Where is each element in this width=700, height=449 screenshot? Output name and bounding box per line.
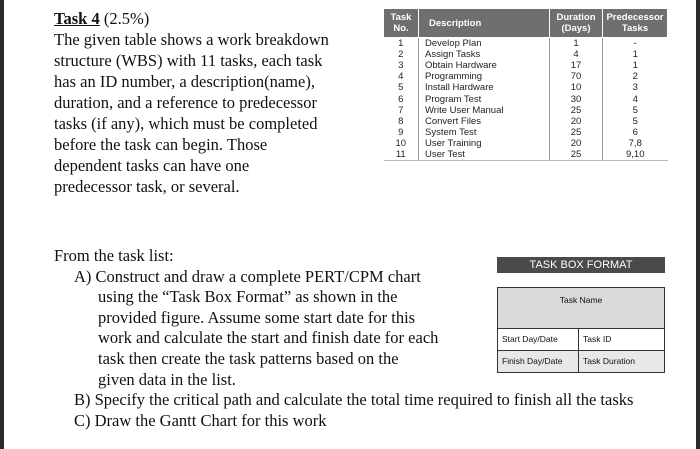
cell-duration: 17 xyxy=(550,60,603,71)
cell-task-no: 11 xyxy=(384,149,419,161)
cell-predecessor: 3 xyxy=(632,82,638,94)
table-row xyxy=(384,116,668,127)
cell-duration: 10 xyxy=(550,82,603,93)
table-row xyxy=(384,82,668,93)
cell-task-no: 7 xyxy=(384,105,419,116)
cell-task-no: 8 xyxy=(384,116,419,127)
cell-task-no: 6 xyxy=(384,93,419,104)
table-row xyxy=(384,60,668,71)
item-b: B) Specify the critical path and calculate the total time required to finish all the tasks xyxy=(74,390,634,410)
cell-description: User Training xyxy=(419,138,550,149)
cell-task-no: 9 xyxy=(384,127,419,138)
cell-task-no: 2 xyxy=(384,49,419,60)
cell-description: Convert Files xyxy=(419,116,550,127)
task-box-format-title: TASK BOX FORMAT xyxy=(497,257,665,273)
cell-predecessor: 4 xyxy=(632,93,638,105)
table-row xyxy=(384,149,668,161)
table-row xyxy=(384,127,668,138)
cell-task-no: 1 xyxy=(384,38,419,50)
intro-line: duration, and a reference to predecessor xyxy=(54,93,317,112)
cell-description: Assign Tasks xyxy=(419,49,550,60)
left-border xyxy=(0,0,4,449)
task-label: Task 4 xyxy=(54,9,100,28)
cell-description: Program Test xyxy=(419,93,550,104)
table-row xyxy=(384,105,668,116)
header-task-no: Task No. xyxy=(384,9,419,38)
item-c: C) Draw the Gantt Chart for this work xyxy=(74,410,327,430)
cell-task-no: 4 xyxy=(384,71,419,82)
cell-description: System Test xyxy=(419,127,550,138)
cell-predecessor: 5 xyxy=(632,104,638,116)
cell-task-no: 5 xyxy=(384,82,419,93)
cell-duration: 25 xyxy=(550,105,603,116)
intro-paragraph xyxy=(54,8,364,197)
item-a-line: given data in the list. xyxy=(98,369,236,389)
task-box-task-duration: Task Duration xyxy=(579,351,664,372)
cell-duration: 1 xyxy=(550,38,603,50)
header-predecessor: Predecessor Tasks xyxy=(603,9,668,38)
cell-predecessor: 6 xyxy=(632,126,638,138)
task-box-diagram xyxy=(497,287,665,373)
table-row xyxy=(384,71,668,82)
cell-description: User Test xyxy=(419,149,550,161)
table-row xyxy=(384,138,668,149)
intro-line: before the task can begin. Those xyxy=(54,135,268,154)
table-row xyxy=(384,93,668,104)
cell-duration: 25 xyxy=(550,127,603,138)
table-row xyxy=(384,38,668,50)
task-box-row-start xyxy=(498,328,664,350)
task-box-start-day: Start Day/Date xyxy=(498,329,579,350)
cell-description: Install Hardware xyxy=(419,82,550,93)
intro-line: tasks (if any), which must be completed xyxy=(54,114,318,133)
cell-predecessor: 5 xyxy=(632,115,638,127)
cell-duration: 30 xyxy=(550,93,603,104)
task-box-row-finish xyxy=(498,350,664,372)
cell-task-no: 10 xyxy=(384,138,419,149)
task-box-task-id: Task ID xyxy=(579,329,664,350)
task-box-name: Task Name xyxy=(559,295,603,305)
right-border xyxy=(696,0,700,449)
cell-description: Obtain Hardware xyxy=(419,60,550,71)
cell-predecessor: 7,8 xyxy=(628,137,642,149)
item-a-line: provided figure. Assume some start date for this xyxy=(98,307,416,327)
cell-duration: 25 xyxy=(550,149,603,161)
wbs-table xyxy=(383,8,668,161)
table-header-row xyxy=(384,9,668,38)
cell-predecessor: - xyxy=(633,38,637,50)
cell-predecessor: 1 xyxy=(632,60,638,72)
cell-predecessor: 9,10 xyxy=(603,149,668,161)
cell-description: Develop Plan xyxy=(419,38,550,50)
cell-duration: 70 xyxy=(550,71,603,82)
cell-duration: 4 xyxy=(550,49,603,60)
cell-task-no: 3 xyxy=(384,60,419,71)
item-a-line: using the “Task Box Format” as shown in the xyxy=(98,287,398,307)
cell-description: Write User Manual xyxy=(419,105,550,116)
intro-line: dependent tasks can have one xyxy=(54,156,250,175)
header-duration: Duration (Days) xyxy=(550,9,603,38)
cell-predecessor: 1 xyxy=(632,49,638,61)
intro-line: The given table shows a work breakdown xyxy=(54,30,329,49)
item-a-line: work and calculate the start and finish date for each xyxy=(98,328,439,348)
intro-line: structure (WBS) with 11 tasks, each task xyxy=(54,51,323,70)
cell-duration: 20 xyxy=(550,138,603,149)
cell-description: Programming xyxy=(419,71,550,82)
item-a-first-line: A) Construct and draw a complete PERT/CPM chart xyxy=(74,266,421,286)
intro-line: predecessor task, or several. xyxy=(54,177,240,196)
item-a-line: task then create the task patterns based on the xyxy=(98,348,399,368)
intro-line: has an ID number, a description(name), xyxy=(54,72,315,91)
table-row xyxy=(384,49,668,60)
header-description: Description xyxy=(419,9,550,38)
instructions-lead: From the task list: xyxy=(54,246,174,265)
cell-duration: 20 xyxy=(550,116,603,127)
task-box-finish-day: Finish Day/Date xyxy=(498,351,579,372)
task-weight: (2.5%) xyxy=(103,9,150,28)
cell-predecessor: 2 xyxy=(632,71,638,83)
intro-heading xyxy=(54,8,364,29)
